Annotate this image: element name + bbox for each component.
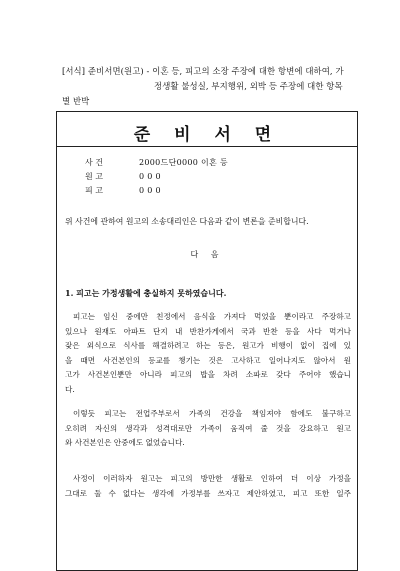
paragraph-3 — [65, 472, 351, 501]
section-1-heading: 1. 피고는 가정생활에 충실하지 못하였습니다. — [65, 288, 227, 298]
case-info-table — [85, 156, 228, 198]
paragraph-2-line: 오히려 자신의 생각과 성격대로만 가족이 움직여 줄 것을 강요하고 원고 — [65, 423, 351, 433]
paragraph-1-line: 피고는 임신 중에만 친정에서 음식을 가져다 먹었을 뿐이라고 주장하고 — [73, 312, 351, 321]
document-header — [62, 64, 352, 109]
paragraph-3-line: 그대로 둘 수 없다는 생각에 가정부를 쓰자고 제안하였고, 피고 또한 일주 — [65, 488, 351, 498]
plaintiff-row — [85, 170, 228, 184]
paragraph-2-line: 와 사건본인은 안중에도 없었습니다. — [65, 438, 185, 448]
plaintiff-name: 0 0 0 — [139, 172, 161, 181]
paragraph-1-line: 을 때면 사건본인의 등교를 챙기는 것은 고사하고 일어나지도 않아서 원 — [65, 355, 351, 365]
document-frame — [56, 111, 358, 571]
header-line-1: [서식] 준비서면(원고) - 이혼 등, 피고의 소장 주장에 대한 항변에 대하여, 가 — [62, 66, 344, 76]
plaintiff-label: 원 고 — [85, 172, 103, 181]
paragraph-3-line: 사정이 이러하자 원고는 피고의 방만한 생활로 인하여 더 이상 가정을 — [73, 474, 351, 483]
defendant-row — [85, 184, 228, 198]
intro-text: 위 사건에 관하여 원고의 소송대리인은 다음과 같이 변론을 준비합니다. — [65, 217, 309, 226]
paragraph-1-line: 잦은 외식으로 식사를 해결하려고 하는 등은, 원고가 비행이 없이 집에 있 — [65, 341, 351, 351]
next-heading: 다 음 — [190, 250, 224, 259]
header-line-2: 정생활 불성실, 부지행위, 외박 등 주장에 대한 항목 — [154, 81, 343, 91]
paragraph-2-line: 이렇듯 피고는 전업주부로서 가족의 건강을 책임져야 함에도 불구하고 — [73, 409, 351, 418]
paragraph-1-line: 고가 사건본인뿐만 아니라 피고의 밥을 차려 소파로 갖다 주어야 했습니 — [65, 370, 351, 380]
case-number-row — [85, 156, 228, 170]
defendant-name: 0 0 0 — [139, 186, 161, 195]
paragraph-1-line: 있으나 원재도 아파트 단지 내 반찬가게에서 국과 반찬 등을 사다 먹거나 — [65, 326, 351, 336]
document-title: 준 비 서 면 — [133, 125, 281, 145]
title-divider — [57, 146, 357, 147]
case-label: 사 건 — [85, 158, 103, 167]
paragraph-1-line: 다. — [65, 384, 75, 394]
case-number: 2000드단0000 이혼 등 — [139, 158, 228, 167]
header-line-3: 별 반박 — [62, 96, 90, 106]
paragraph-1 — [65, 310, 351, 398]
paragraph-2 — [65, 407, 351, 451]
defendant-label: 피 고 — [85, 186, 103, 195]
